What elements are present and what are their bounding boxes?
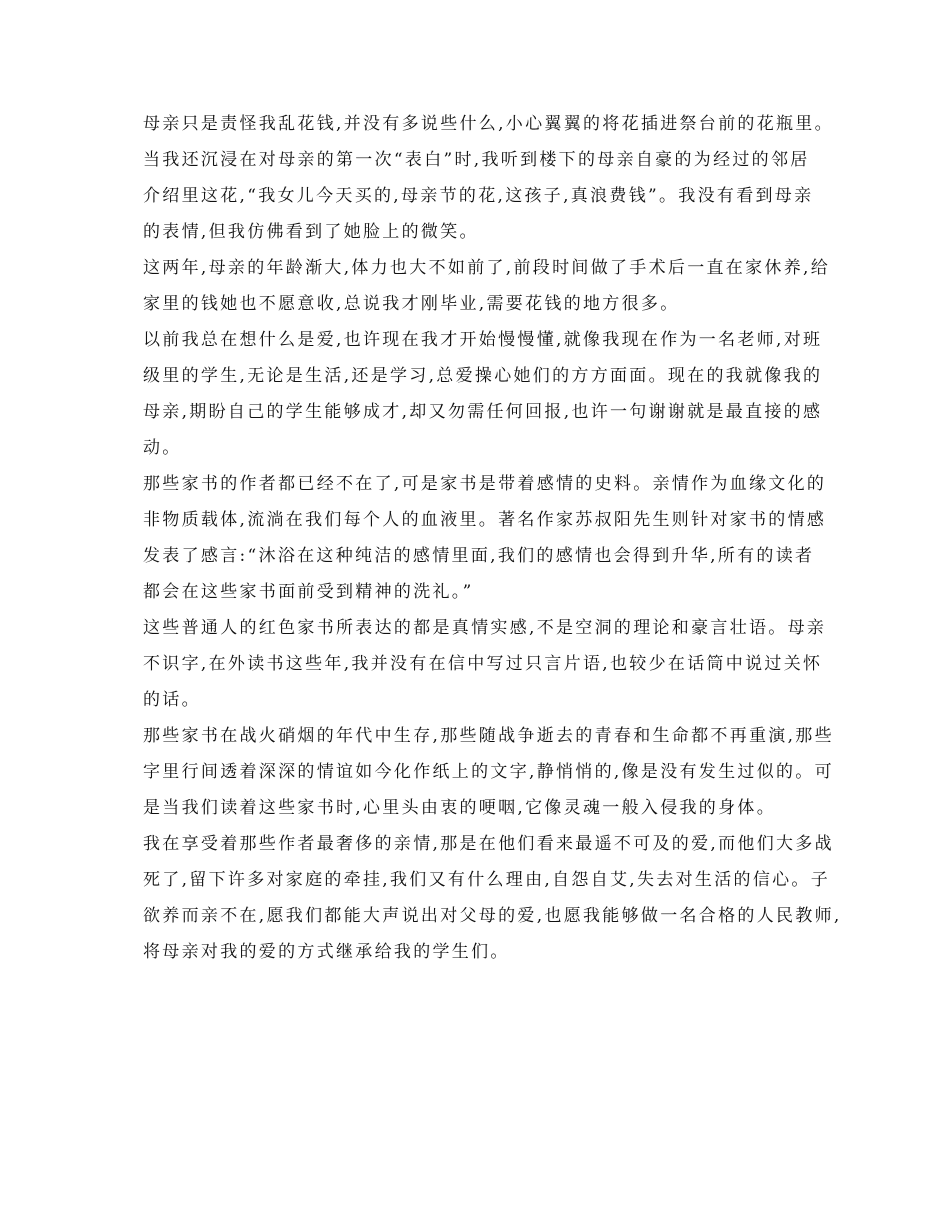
text-line: 母亲,期盼自己的学生能够成才,却又勿需任何回报,也许一句谢谢就是最直接的感 bbox=[143, 402, 823, 422]
text-line: 那些家书在战火硝烟的年代中生存,那些随战争逝去的青春和生命都不再重演,那些 bbox=[143, 726, 834, 746]
paragraph-4 bbox=[143, 322, 823, 466]
text-line: 那些家书的作者都已经不在了,可是家书是带着感情的史料。亲情作为血缘文化的 bbox=[143, 474, 827, 494]
text-line: 这两年,母亲的年龄渐大,体力也大不如前了,前段时间做了手术后一直在家休养,给 bbox=[143, 258, 831, 278]
text-line: 字里行间透着深深的情谊如今化作纸上的文字,静悄悄的,像是没有发生过似的。可 bbox=[143, 762, 834, 782]
paragraph-6 bbox=[143, 610, 827, 718]
text-line: 这些普通人的红色家书所表达的都是真情实感,不是空洞的理论和豪言壮语。母亲 bbox=[143, 618, 827, 638]
text-line: 我在享受着那些作者最奢侈的亲情,那是在他们看来最遥不可及的爱,而他们大多战 bbox=[143, 834, 834, 854]
text-line: 欲养而亲不在,愿我们都能大声说出对父母的爱,也愿我能够做一名合格的人民教师, bbox=[143, 906, 842, 926]
text-line: 母亲只是责怪我乱花钱,并没有多说些什么,小心翼翼的将花插进祭台前的花瓶里。 bbox=[143, 114, 834, 134]
text-line: 死了,留下许多对家庭的牵挂,我们又有什么理由,自怨自艾,失去对生活的信心。子 bbox=[143, 870, 831, 890]
text-line: 将母亲对我的爱的方式继承给我的学生们。 bbox=[143, 942, 510, 962]
text-line: 级里的学生,无论是生活,还是学习,总爱操心她们的方方面面。现在的我就像我的 bbox=[143, 366, 823, 386]
paragraph-5 bbox=[143, 466, 827, 610]
text-line: 发表了感言:“沐浴在这种纯洁的感情里面,我们的感情也会得到升华,所有的读者 bbox=[143, 546, 815, 566]
document-body bbox=[143, 106, 842, 970]
text-line: 当我还沉浸在对母亲的第一次“表白”时,我听到楼下的母亲自豪的为经过的邻居 bbox=[143, 150, 810, 170]
text-line: 家里的钱她也不愿意收,总说我才刚毕业,需要花钱的地方很多。 bbox=[143, 294, 680, 314]
text-line: 动。 bbox=[143, 438, 182, 458]
paragraph-7 bbox=[143, 718, 834, 826]
text-line: 非物质载体,流淌在我们每个人的血液里。著名作家苏叔阳先生则针对家书的情感 bbox=[143, 510, 827, 530]
paragraph-2 bbox=[143, 142, 815, 250]
text-line: 不识字,在外读书这些年,我并没有在信中写过只言片语,也较少在话筒中说过关怀 bbox=[143, 654, 823, 674]
text-line: 介绍里这花,“我女儿今天买的,母亲节的花,这孩子,真浪费钱”。我没有看到母亲 bbox=[143, 186, 814, 206]
text-line: 的表情,但我仿佛看到了她脸上的微笑。 bbox=[143, 222, 479, 242]
text-line: 是当我们读着这些家书时,心里头由衷的哽咽,它像灵魂一般入侵我的身体。 bbox=[143, 798, 777, 818]
text-line: 以前我总在想什么是爱,也许现在我才开始慢慢懂,就像我现在作为一名老师,对班 bbox=[143, 330, 823, 350]
paragraph-1 bbox=[143, 106, 834, 142]
paragraph-8 bbox=[143, 826, 842, 970]
text-line: 的话。 bbox=[143, 690, 201, 710]
paragraph-3 bbox=[143, 250, 831, 322]
text-line: 都会在这些家书面前受到精神的洗礼。” bbox=[143, 582, 474, 602]
